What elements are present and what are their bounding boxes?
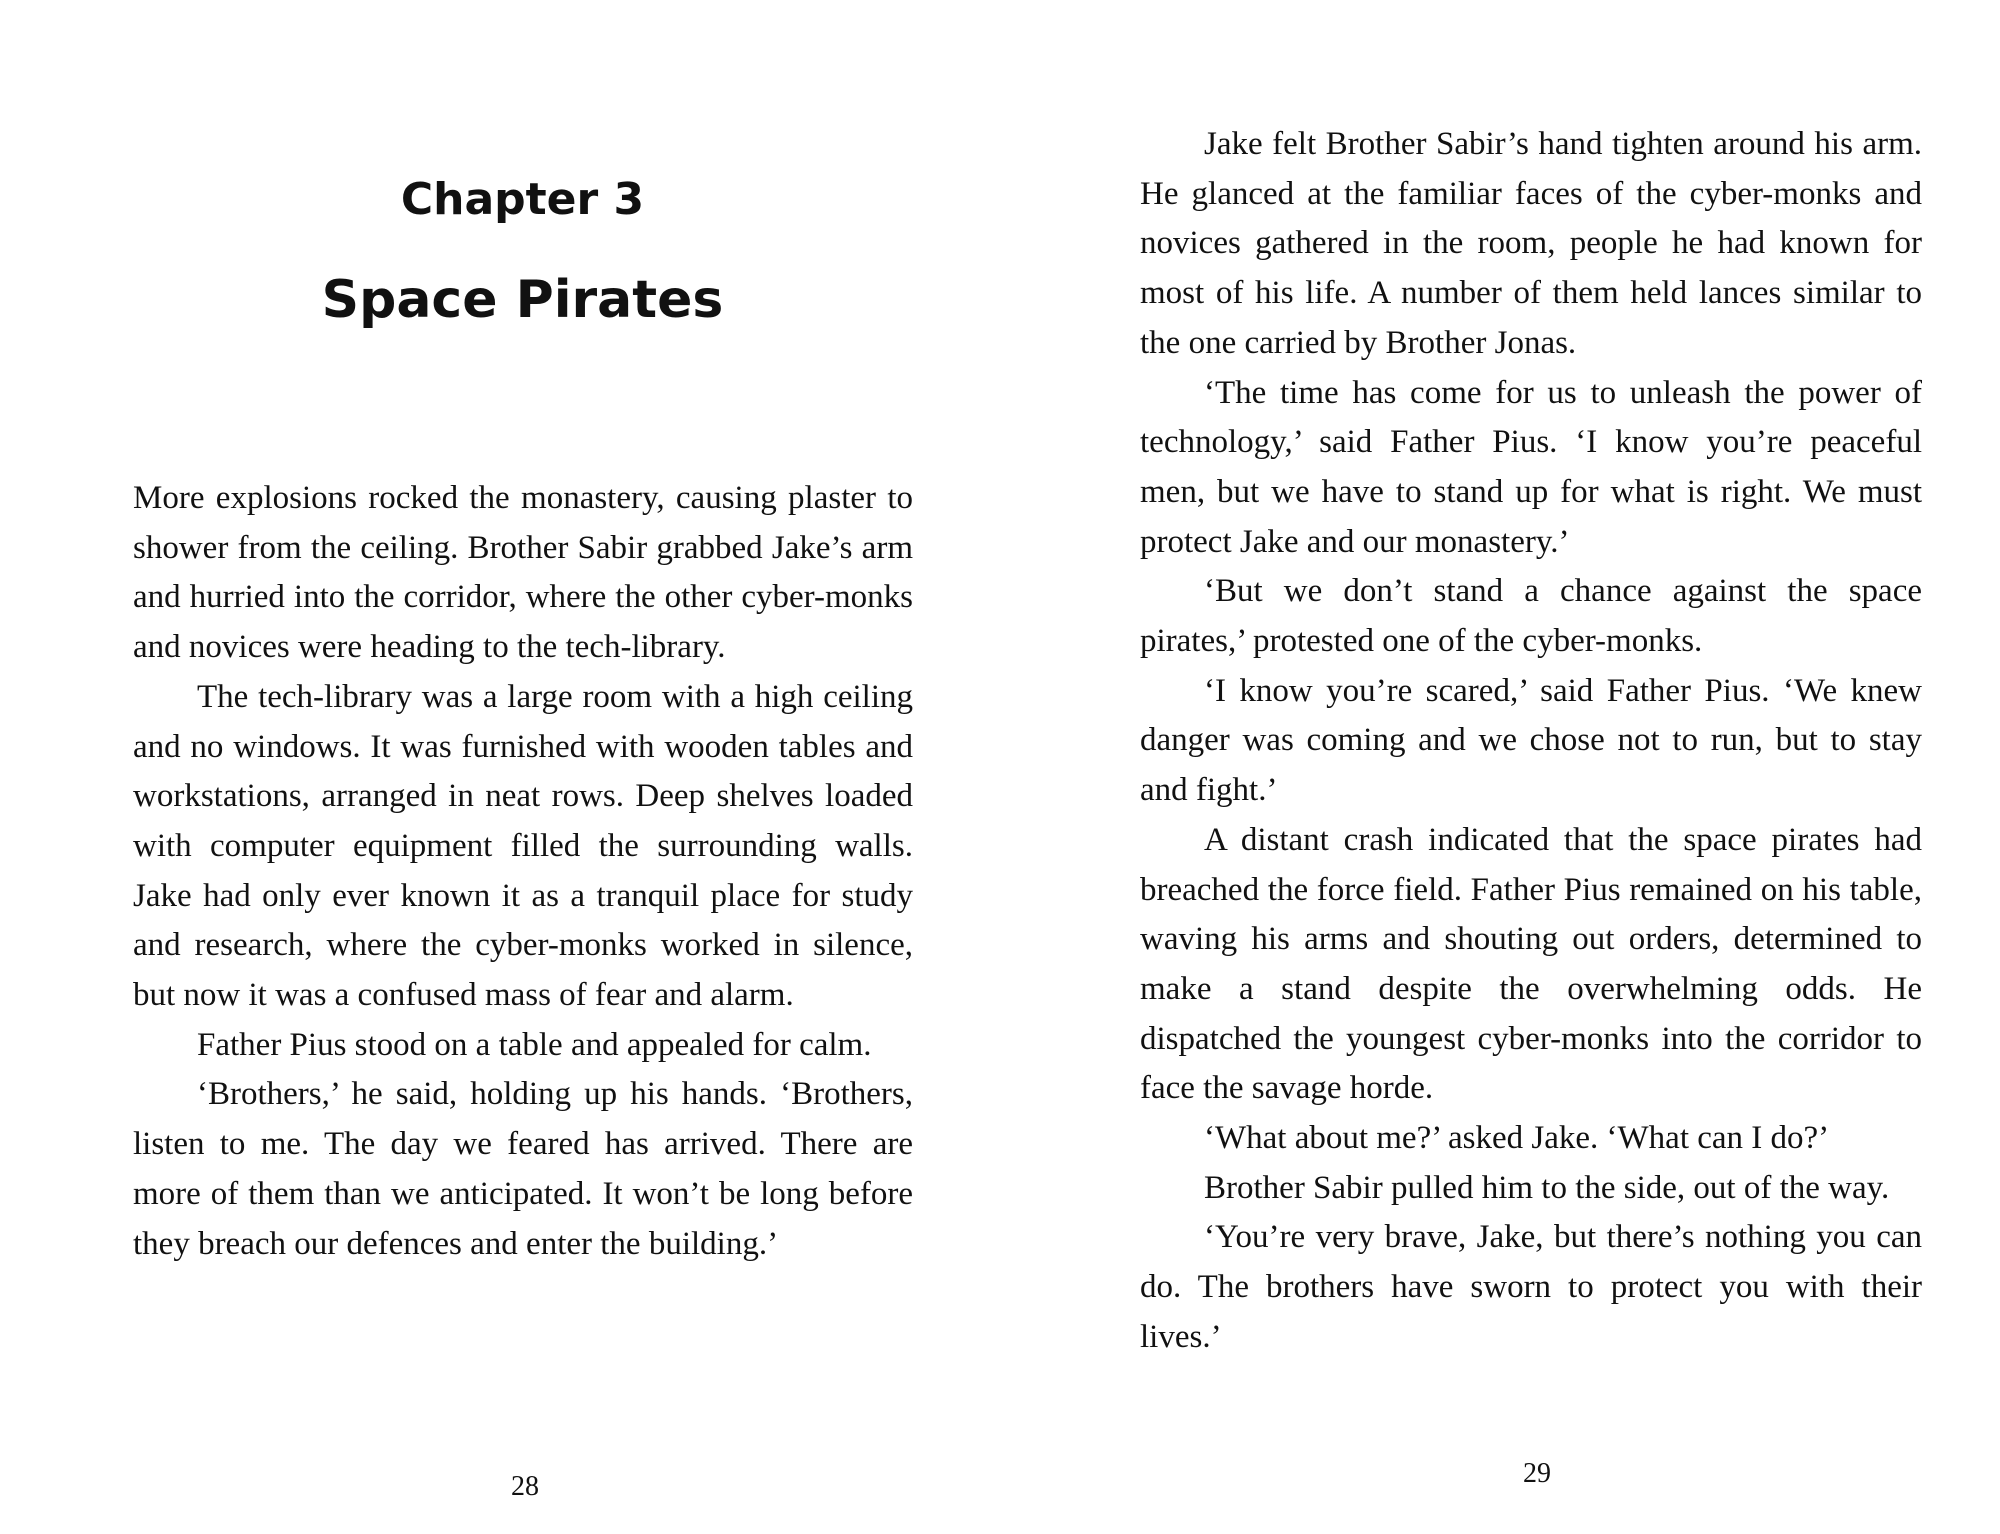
paragraph: ‘The time has come for us to unleash the power of technology,’ said Father Pius. ‘I know you’re peaceful men, but we have to stand up for what is right. We must protect Jake and our monastery.’ xyxy=(1140,374,1922,560)
chapter-number: Chapter 3 xyxy=(400,174,645,225)
page-number: 28 xyxy=(511,1471,539,1502)
left-page-body xyxy=(133,474,913,1269)
paragraph: ‘Brothers,’ he said, holding up his hands. ‘Brothers, listen to me. The day we feared has arrived. There are more of them than we anticipated. It won’t be long before they breach our defences and enter the building.’ xyxy=(133,1076,913,1262)
paragraph: Father Pius stood on a table and appealed for calm. xyxy=(197,1026,872,1063)
paragraph: Brother Sabir pulled him to the side, out of the way. xyxy=(1204,1169,1890,1206)
paragraph: ‘I know you’re scared,’ said Father Pius. ‘We knew danger was coming and we chose not to run, but to stay and fight.’ xyxy=(1140,672,1922,809)
right-page xyxy=(1000,0,2000,1534)
chapter-title: Space Pirates xyxy=(321,270,724,330)
paragraph: More explosions rocked the monastery, causing plaster to shower from the ceiling. Brother Sabir grabbed Jake’s arm and hurried into the corridor, where the other cyber-monks and novices were heading to the tech-library. xyxy=(133,480,913,666)
paragraph: ‘What about me?’ asked Jake. ‘What can I do?’ xyxy=(1204,1120,1830,1157)
paragraph: ‘But we don’t stand a chance against the space pirates,’ protested one of the cyber-monks. xyxy=(1140,573,1922,660)
right-page-body xyxy=(1140,120,1922,1363)
paragraph: The tech-library was a large room with a high ceiling and no windows. It was furnished with wooden tables and workstations, arranged in neat rows. Deep shelves loaded with computer equipment filled the surrounding walls. Jake had only ever known it as a tranquil place for study and research, where the cyber-monks worked in silence, but now it was a confused mass of fear and alarm. xyxy=(133,678,913,1014)
paragraph: ‘You’re very brave, Jake, but there’s nothing you can do. The brothers have sworn to protect you with their lives.’ xyxy=(1140,1219,1922,1355)
paragraph: A distant crash indicated that the space pirates had breached the force field. Father Pius remained on his table, waving his arms and shouting out orders, determined to make a stand despite the overwhelming odds. He dispatched the youngest cyber-monks into the corridor to face the savage horde. xyxy=(1140,821,1922,1107)
paragraph: Jake felt Brother Sabir’s hand tighten around his arm. He glanced at the familiar faces of the cyber-monks and novices gathered in the room, people he had known for most of his life. A number of them held lances similar to the one carried by Brother Jonas. xyxy=(1140,126,1922,361)
page-number: 29 xyxy=(1523,1458,1551,1489)
